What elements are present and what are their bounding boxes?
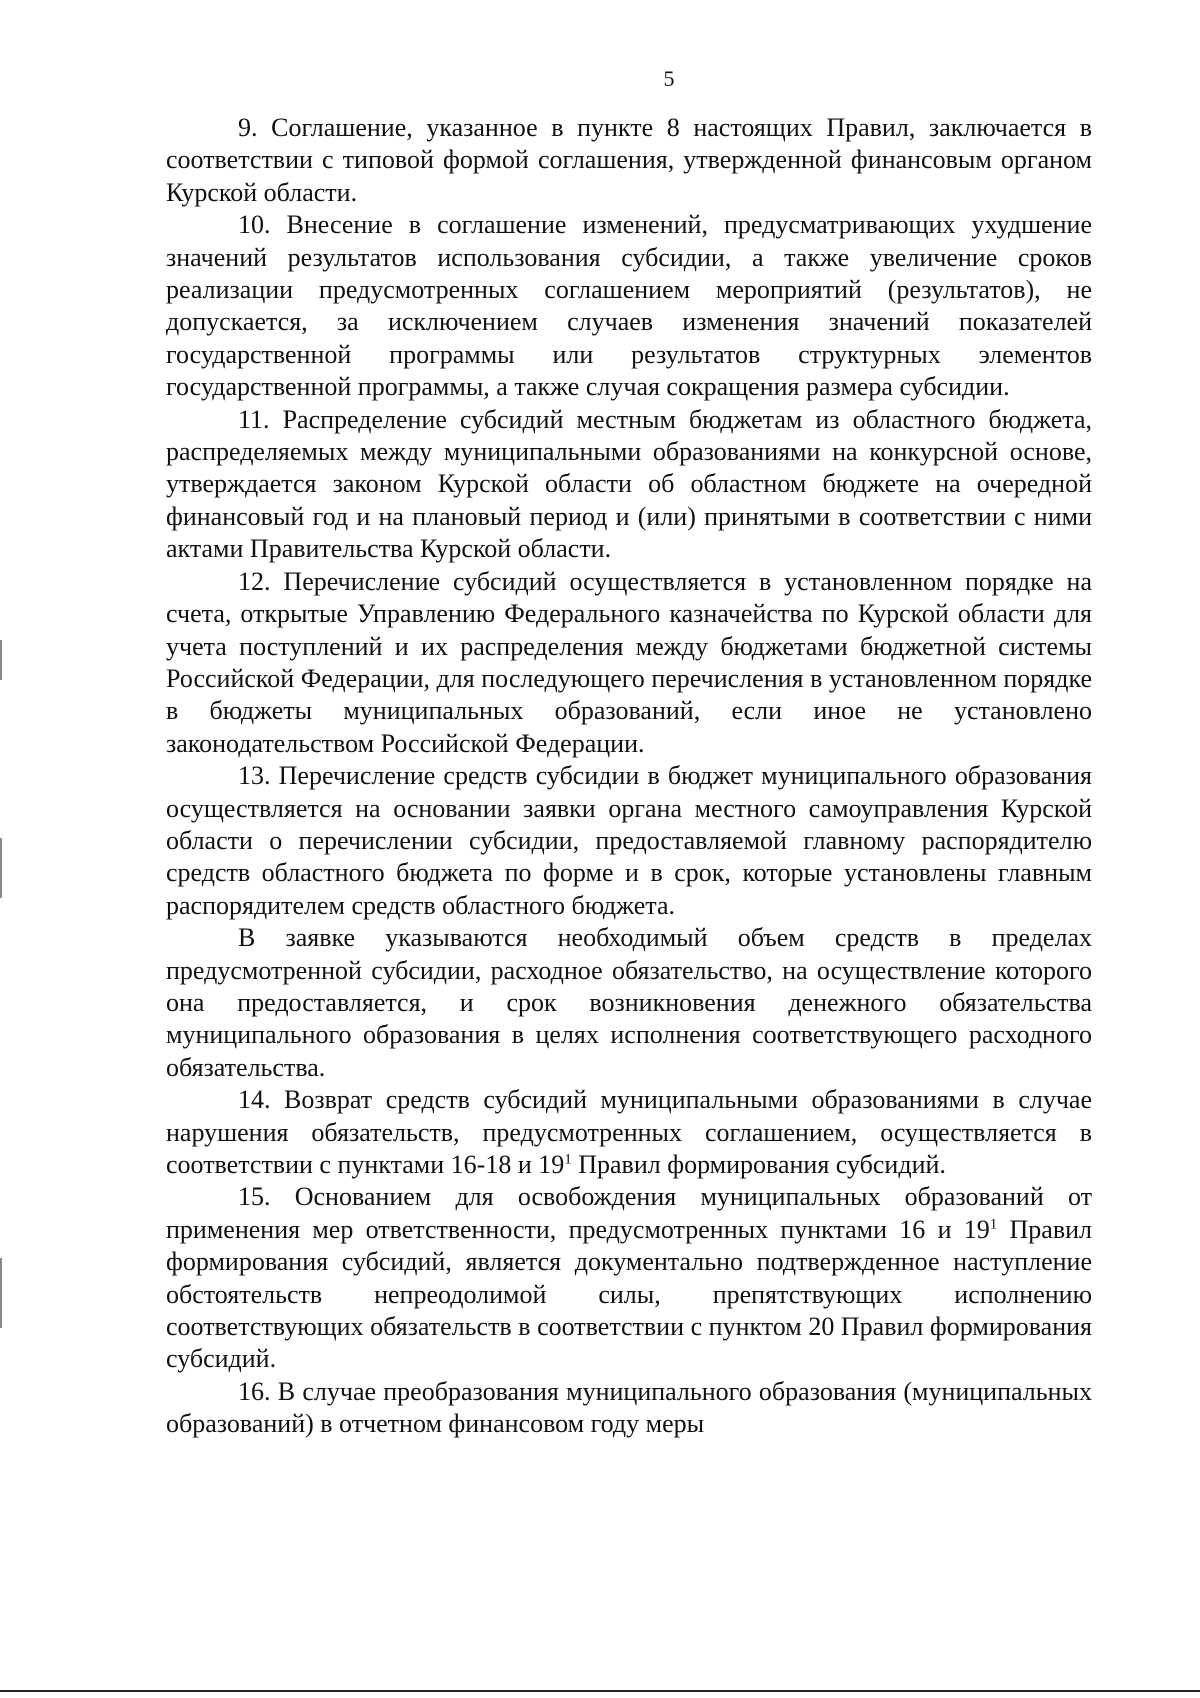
superscript: 1: [564, 1151, 572, 1168]
page-number: 5: [663, 66, 675, 91]
superscript: 1: [989, 1216, 998, 1233]
scan-edge-mark: [0, 1258, 2, 1328]
paragraph-14-text: 14. Возврат средств субсидий муниципальными образованиями в случае нарушения обязательств, предусмотренных соглашением, осуществляется в соответствии с пунктами 16-18 и 19: [166, 1085, 1092, 1179]
scan-edge-mark: [0, 640, 2, 680]
paragraph-11: 11. Распределение субсидий местным бюджетам из областного бюджета, распределяемых между муниципальными образованиями на конкурсной основе, утверждается законом Курской области об областном бюджете на очередной финансовый год и на плановый период и (или) принятыми в соответствии с ними актами Правительства Курской области.: [166, 404, 1092, 564]
document-body: [166, 112, 1092, 1441]
paragraph-15-tail: Правил формирования субсидий, является документально подтвержденное наступление обстоятельств непреодолимой силы, препятствующих исполнению соответствующих обязательств в соответствии с пунктом 20 Правил формирования субсидий.: [166, 1214, 1092, 1374]
paragraph-10: 10. Внесение в соглашение изменений, предусматривающих ухудшение значений результатов использования субсидии, а также увеличение сроков реализации предусмотренных соглашением мероприятий (результатов), не допускается, за исключением случаев изменения значений показателей государственной программы или результатов структурных элементов государственной программы, а также случая сокращения размера субсидии.: [166, 210, 1092, 402]
paragraph-14-tail: Правил формирования субсидий.: [571, 1150, 946, 1179]
paragraph-15: [166, 1181, 1092, 1375]
paragraph-16: 16. В случае преобразования муниципального образования (муниципальных образований) в отчетном финансовом году меры: [166, 1376, 1092, 1439]
paragraph-15-text: 15. Основанием для освобождения муниципальных образований от применения мер ответственности, предусмотренных пунктами 16 и 19: [166, 1182, 1092, 1244]
scan-bottom-edge: [0, 1690, 1200, 1692]
paragraph-13: 13. Перечисление средств субсидии в бюджет муниципального образования осуществляется на основании заявки органа местного самоуправления Курской области о перечислении субсидии, предоставляемой главному распорядителю средств областного бюджета по форме и в срок, которые установлены главным распорядителем средств областного бюджета.: [166, 761, 1092, 920]
paragraph-12: 12. Перечисление субсидий осуществляется в установленном порядке на счета, открытые Управлению Федерального казначейства по Курской области для учета поступлений и их распределения между бюджетами бюджетной системы Российской Федерации, для последующего перечисления в установленном порядке в бюджеты муниципальных образований, если иное не установлено законодательством Российской Федерации.: [166, 566, 1092, 758]
paragraph-9: 9. Соглашение, указанное в пункте 8 настоящих Правил, заключается в соответствии с типовой формой соглашения, утвержденной финансовым органом Курской области.: [166, 113, 1092, 207]
paragraph-13-request: В заявке указываются необходимый объем средств в пределах предусмотренной субсидии, расходное обязательство, на осуществление которого она предоставляется, и срок возникновения денежного обязательства муниципального образования в целях исполнения соответствующего расходного обязательства.: [166, 923, 1092, 1082]
scan-edge-mark: [0, 838, 2, 898]
paragraph-14: [166, 1084, 1092, 1181]
